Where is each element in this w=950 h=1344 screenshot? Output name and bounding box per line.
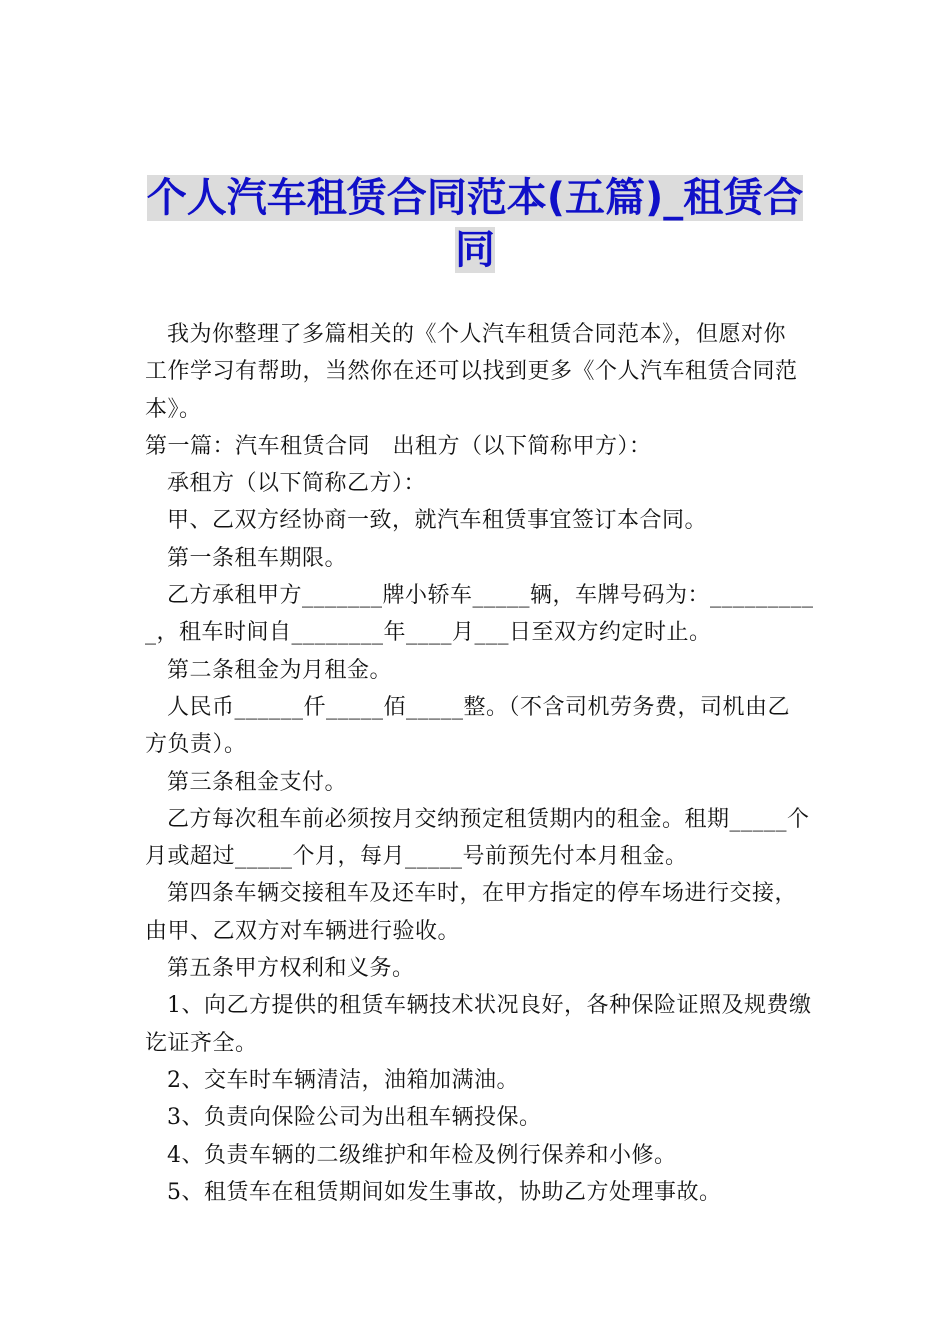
paragraph-line: 甲、乙双方经协商一致，就汽车租赁事宜签订本合同。 — [167, 508, 708, 534]
paragraph-line: 由甲、乙双方对车辆进行验收。 — [145, 918, 461, 944]
paragraph-line: _，租车时间自________年____月___日至双方约定时止。 — [145, 620, 712, 646]
paragraph-line: 承租方（以下简称乙方）： — [167, 471, 427, 497]
document-body — [145, 316, 814, 1211]
paragraph-line: 工作学习有帮助，当然你在还可以找到更多《个人汽车租赁合同范 — [145, 359, 798, 385]
paragraph-line: 本》。 — [145, 396, 202, 422]
paragraph-line: 第四条车辆交接租车及还车时，在甲方指定的停车场进行交接， — [167, 881, 798, 907]
title-line-1: 个人汽车租赁合同范本(五篇)_租赁合 — [146, 175, 804, 221]
paragraph-line: 第三条租金支付。 — [167, 769, 348, 795]
paragraph-line: 讫证齐全。 — [145, 1030, 258, 1056]
paragraph-line: 方负责）。 — [145, 732, 247, 758]
paragraph-line: 2、交车时车辆清洁，油箱加满油。 — [167, 1067, 519, 1093]
paragraph-line: 人民币______仟_____佰_____整。（不含司机劳务费，司机由乙 — [167, 694, 791, 720]
document-title — [145, 172, 805, 276]
paragraph-line: 乙方每次租车前必须按月交纳预定租赁期内的租金。租期_____个 — [167, 806, 810, 832]
paragraph-line: 4、负责车辆的二级维护和年检及例行保养和小修。 — [167, 1142, 677, 1168]
paragraph-line: 乙方承租甲方_______牌小轿车_____辆，车牌号码为：_________ — [167, 583, 814, 609]
paragraph-line: 第一条租车期限。 — [167, 545, 348, 571]
paragraph-line: 第一篇：汽车租赁合同 出租方（以下简称甲方）： — [145, 433, 652, 459]
title-line-2: 同 — [455, 227, 495, 273]
paragraph-line: 我为你整理了多篇相关的《个人汽车租赁合同范本》，但愿对你 — [167, 322, 787, 347]
paragraph-line: 第二条租金为月租金。 — [167, 657, 393, 683]
paragraph-line: 第五条甲方权利和义务。 — [167, 956, 415, 982]
paragraph-line: 3、负责向保险公司为出租车辆投保。 — [167, 1105, 542, 1131]
paragraph-line: 1、向乙方提供的租赁车辆技术状况良好，各种保险证照及规费缴 — [167, 993, 812, 1019]
paragraph-line: 5、租赁车在租赁期间如发生事故，协助乙方处理事故。 — [167, 1179, 722, 1205]
paragraph-line: 月或超过_____个月，每月_____号前预先付本月租金。 — [145, 844, 688, 870]
